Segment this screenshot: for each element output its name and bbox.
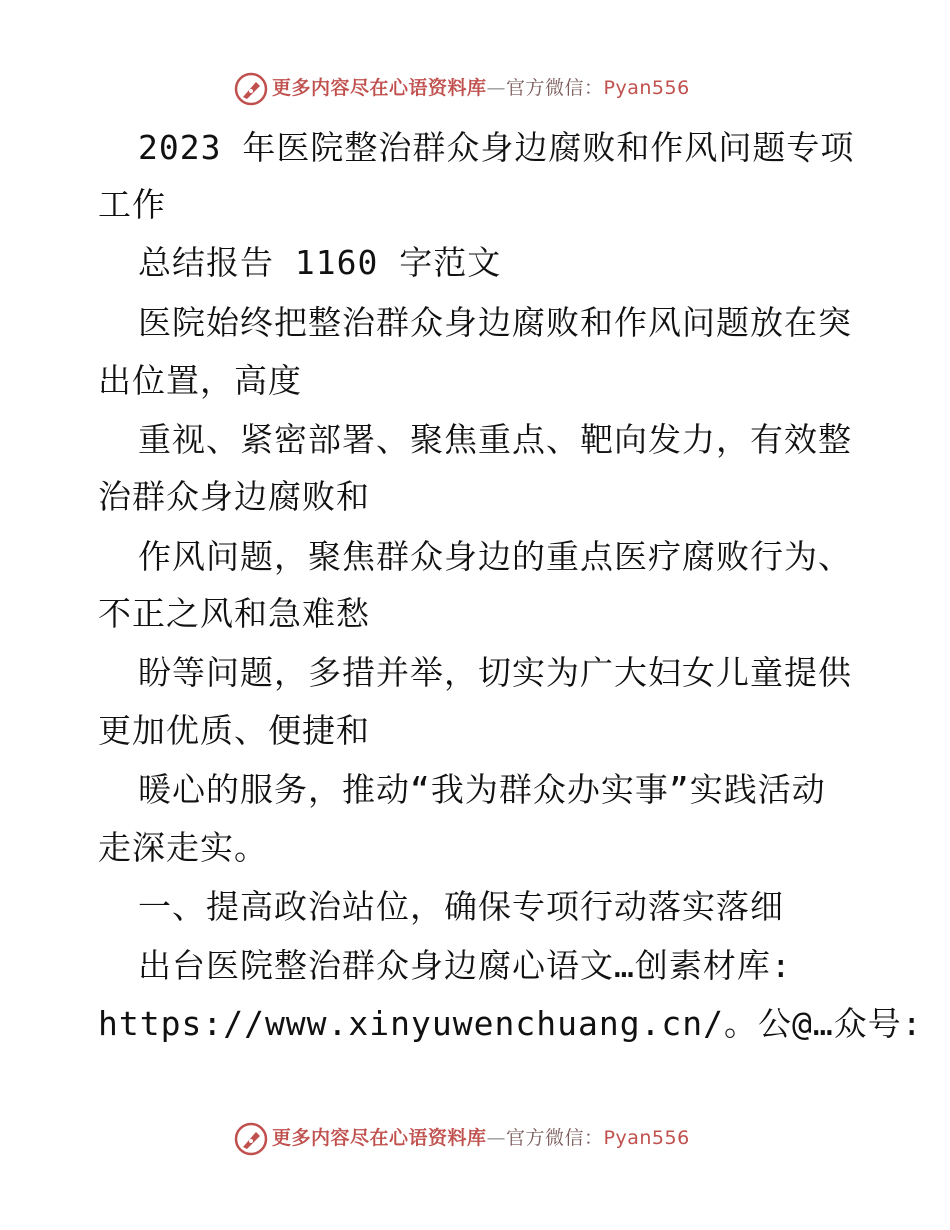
doc-title-line-1: 2023 年医院整治群众身边腐败和作风问题专项: [138, 128, 855, 167]
doc-paragraph-line: 医院始终把整治群众身边腐败和作风问题放在突: [138, 303, 852, 342]
doc-paragraph-line: 走深走实。: [98, 828, 268, 867]
doc-paragraph-line: 不正之风和急难愁: [98, 594, 370, 633]
header-banner-handle: Pyan556: [603, 77, 690, 99]
doc-url-line: https://www.xinyuwenchuang.cn/。公@…众号:: [98, 1004, 923, 1043]
doc-title-line-2: 工作: [98, 185, 166, 224]
footer-banner: [0, 1120, 950, 1160]
footer-banner-main: 更多内容尽在心语资料库: [272, 1127, 487, 1149]
footer-banner-text: [272, 1126, 690, 1150]
pen-nib-logo-icon: [234, 1122, 268, 1156]
doc-paragraph-line: 治群众身边腐败和: [98, 477, 370, 516]
doc-paragraph-line: 更加优质、便捷和: [98, 711, 370, 750]
doc-subtitle: 总结报告 1160 字范文: [138, 243, 502, 282]
doc-paragraph-line: 作风问题，聚焦群众身边的重点医疗腐败行为、: [138, 537, 852, 576]
doc-paragraph-line: 重视、紧密部署、聚焦重点、靶向发力，有效整: [138, 420, 852, 459]
footer-banner-handle: Pyan556: [603, 1127, 690, 1149]
doc-section-heading: 一、提高政治站位，确保专项行动落实落细: [138, 887, 784, 926]
footer-banner-separator: —: [486, 1127, 507, 1149]
header-banner-separator: —: [486, 77, 507, 99]
doc-paragraph-line: 盼等问题，多措并举，切实为广大妇女儿童提供: [138, 653, 852, 692]
footer-banner-label: 官方微信：: [506, 1127, 604, 1149]
doc-paragraph-line: 出台医院整治群众身边腐心语文…创素材库:: [138, 946, 792, 985]
header-banner-main: 更多内容尽在心语资料库: [272, 77, 487, 99]
doc-paragraph-line: 出位置，高度: [98, 361, 302, 400]
doc-paragraph-line: 暖心的服务，推动“我为群众办实事”实践活动: [138, 770, 826, 809]
header-banner-label: 官方微信：: [506, 77, 604, 99]
